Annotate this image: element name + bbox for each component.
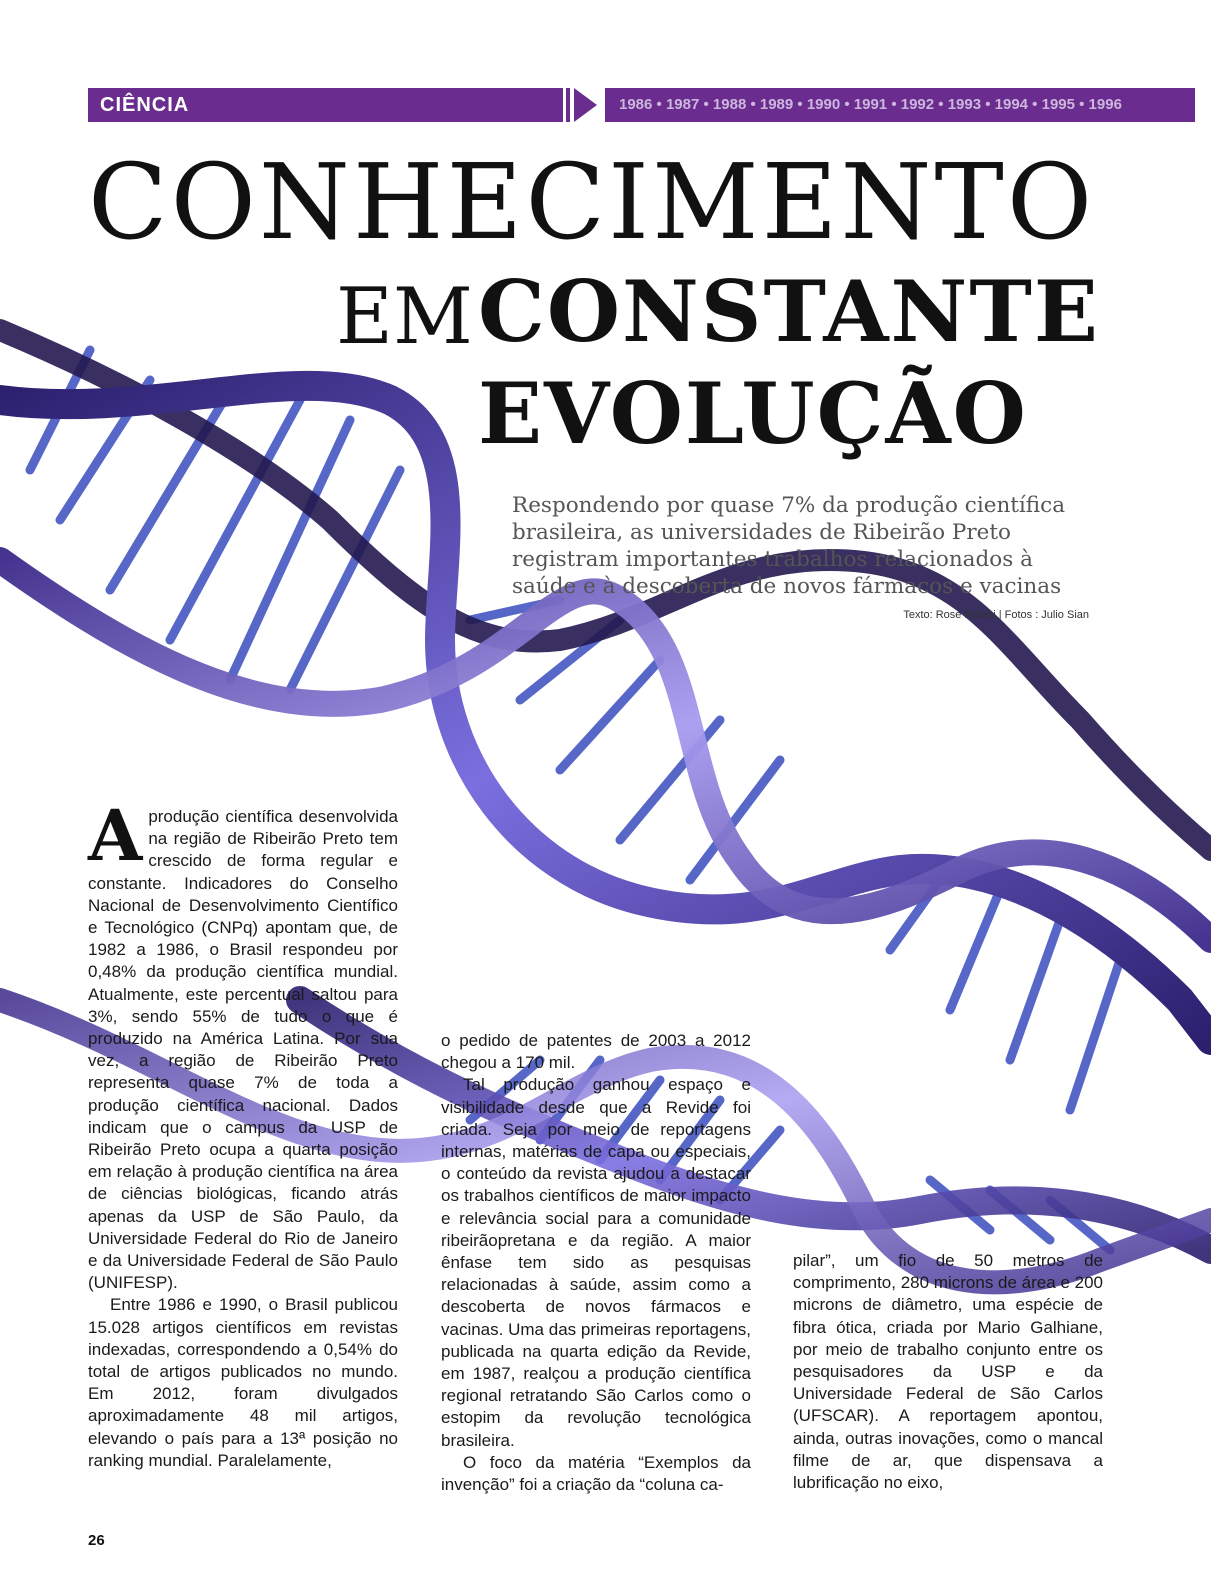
- dna-base-pair: [1010, 920, 1060, 1060]
- article-column-1: [88, 794, 398, 1472]
- headline-line-1: CONHECIMENTO: [88, 141, 1096, 263]
- paragraph: Entre 1986 e 1990, o Brasil publicou 15.028 artigos científicos em revistas indexadas, correspondendo a 0,54% do total de artigos publicados no mundo. Em 2012, foram divulgados aproximadamente 48 mil artigos, elevando o país para a 13ª posição no ranking mundial. Paralelamente,: [88, 1295, 398, 1470]
- dna-base-pair: [170, 400, 300, 640]
- dna-base-pair: [1070, 960, 1120, 1110]
- paragraph: o pedido de patentes de 2003 a 2012 chegou a 170 mil.: [441, 1031, 751, 1073]
- timeline-years: 1986 • 1987 • 1988 • 1989 • 1990 • 1991 • 1992 • 1993 • 1994 • 1995 • 1996: [605, 88, 1195, 122]
- headline-bold-2: EVOLUÇÃO: [478, 364, 1028, 463]
- page-number: 26: [88, 1532, 105, 1549]
- headline-bold-1: CONSTANTE: [478, 262, 1100, 361]
- paragraph: Tal produção ganhou espaço e visibilidade desde que a Revide foi criada. Seja por meio de reportagens internas, matérias de capa ou especiais, o conteúdo da revista ajudou a destacar os trabalhos científicos de maior impacto e relevância social para a comunidade ribeirãopretana e da região. A maior ênfase tem sido as pesquisas relacionadas à saúde, assim como a descoberta de novos fármacos e vacinas. Uma das primeiras reportagens, publicada na quarta edição da Revide, em 1987, realçou a produção científica regional retratando São Carlos como o estopim da revolução tecnológica brasileira.: [441, 1075, 751, 1450]
- dna-base-pair: [560, 660, 660, 770]
- play-arrow-icon: [557, 84, 601, 126]
- paragraph: pilar”, um fio de 50 metros de comprimento, 280 microns de área e 200 microns de diâmetro, uma espécie de fibra ótica, criada por Mario Galhiane, por meio de trabalho conjunto entre os pesquisadores da USP e da Universidade Federal de São Carlos (UFSCAR). A reportagem apontou, ainda, outras inovações, como o mancal filme de ar, que dispensava a lubrificação no eixo,: [793, 1251, 1103, 1493]
- article-column-2: [441, 1030, 751, 1496]
- headline-em: EM: [336, 272, 473, 362]
- lede-paragraph: Respondendo por quase 7% da produção científica brasileira, as universidades de Ribeirão Preto registram importantes trabalhos relacionados à saúde e à descoberta de novos fármacos e vacinas: [512, 493, 1066, 599]
- dna-base-pair: [950, 890, 1000, 1010]
- paragraph: O foco da matéria “Exemplos da invenção” foi a criação da “coluna ca-: [441, 1452, 751, 1495]
- dna-strand-c: [300, 1000, 1211, 1250]
- paragraph: produção científica desenvolvida na região de Ribeirão Preto tem crescido de forma regular e constante. Indicadores do Conselho Nacional de Desenvolvimento Científico e Tecnológico (CNPq) apontam que, de 1982 a 1986, o Brasil respondeu por 0,48% da produção científica mundial. Atualmente, este percentual saltou para 3%, sendo 55% de tudo o que é produzido na América Latina. Por sua vez, a região de Ribeirão Preto representa quase 7% de toda a produção científica nacional. Dados indicam que o campus da USP de Ribeirão Preto ocupa a quarta posição em relação à produção científica na área de ciências biológicas, ficando atrás apenas da USP de São Paulo, da Universidade Federal do Rio de Janeiro e da Universidade Federal de São Paulo (UNIFESP).: [88, 807, 398, 1293]
- article-column-3: [793, 1250, 1103, 1494]
- section-label: CIÊNCIA: [88, 88, 558, 122]
- drop-cap: A: [88, 794, 143, 877]
- byline: Texto: Rose Rubini | Fotos : Julio Sian: [903, 609, 1089, 621]
